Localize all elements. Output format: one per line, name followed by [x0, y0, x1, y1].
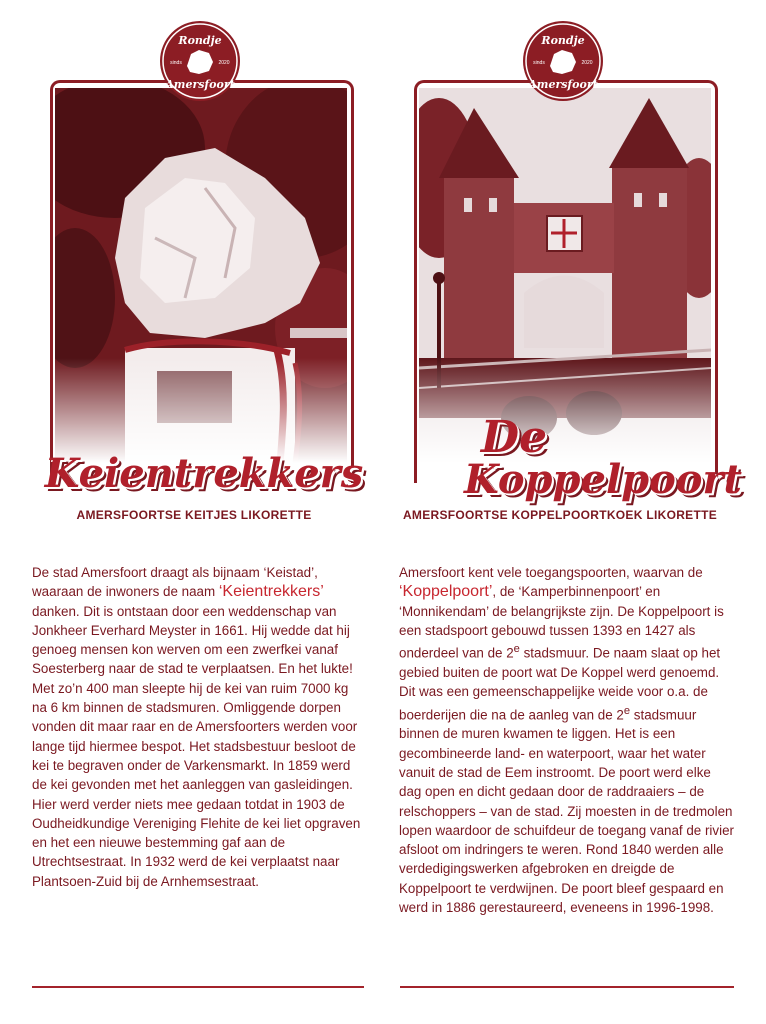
- gate-photo: [419, 88, 711, 463]
- card-subtitle: AMERSFOORTSE KOPPELPOORTKOEK LIKORETTE: [402, 508, 718, 522]
- card-title-line1: De: [480, 412, 548, 463]
- badge-year: 2020: [218, 60, 230, 66]
- rondje-amersfoort-logo: [522, 20, 604, 102]
- body-part: , de ‘Kamperbinnenpoort’ en ‘Monnikendam’ de belangrijkste zijn. De Koppelpoort is een stadspoort gebouwd tussen 1393 en 1427 als onderdeel van de 2: [399, 584, 724, 661]
- body-part: danken. Dit is ontstaan door een weddenschap van Jonkheer Everhard Meyster in 1661. Hij wedde dat hij genoeg mensen kon werven om een zwerfkei vanaf Soesterberg naar de stad te verplaatsen. En het lukte! Met zo’n 400 man sleepte hij de kei van ruim 7000 kg na 6 km binnen de stadsmuren. Omliggende dorpen vonden dit maar raar en de Amersfoorters werden voor lange tijd hiermee bespot. Het stadsbestuur besloot de kei te begraven onder de Varkensmarkt. In 1859 werd de kei gevonden met het aanleggen van gasleidingen. Hier werd verder niets mee gedaan totdat in 1903 de Oudheidkundige Vereniging Flehite de kei liet opgraven en het een nieuwe bestemming gaf aan de Utrechtsestraat. In 1932 werd de kei verplaatst naar Plantsoen-Zuid bij de Arnhemsestraat.: [32, 603, 361, 889]
- body-part: stadsmuur. De naam slaat op het gebied buiten de poort wat De Koppel werd genoemd. Dit was een gemeenschappelijke weide voor o.a. de boerderijen die na de aanleg van de 2: [399, 645, 721, 723]
- boulder-photo: [55, 88, 347, 463]
- badge-bottom-text: Amersfoort: [528, 78, 598, 91]
- card-title-line2: Koppelpoort: [463, 456, 743, 503]
- badge-top-text: Rondje: [541, 34, 585, 47]
- badge-since: sinds: [533, 60, 545, 66]
- badge-since: sinds: [170, 60, 182, 66]
- body-part: De stad Amersfoort draagt als bijnaam ‘Keistad’, waaraan de inwoners de naam: [32, 565, 318, 600]
- body-part: Amersfoort kent vele toegangspoorten, waarvan de: [399, 565, 703, 580]
- body-highlight: ‘Koppelpoort’: [399, 583, 493, 601]
- card-body: [399, 563, 734, 917]
- divider: [32, 986, 364, 988]
- superscript: e: [623, 704, 631, 717]
- badge-top-text: Rondje: [178, 34, 222, 47]
- body-part: stadsmuur binnen de muren kwamen te liggen. Het is een gecombineerde land- en waterpoort, waar het water vanuit de stad de Eem instroomt. De poort werd elke dag open en dicht gedaan door de raddraaiers – de relschoppers – van de stad. Zij moesten in de tredmolen lopen waardoor de schuifdeur de toegang vanaf de rivier afsloot om indringers te weren. Rond 1840 werden alle verdedigingswerken afgebroken en dreigde de Koppelpoort te verdwijnen. De poort bleef gespaard en werd in 1886 gerestaureerd, eveneens in 1996-1998.: [399, 707, 734, 915]
- card-body: [32, 563, 362, 891]
- card-title: Keientrekkers: [44, 450, 364, 497]
- body-highlight: ‘Keientrekkers’: [218, 583, 324, 601]
- divider: [400, 986, 734, 988]
- superscript: e: [513, 643, 520, 656]
- card-subtitle: AMERSFOORTSE KEITJES LIKORETTE: [76, 508, 312, 522]
- badge-bottom-text: Amersfoort: [165, 78, 235, 91]
- badge-year: 2020: [581, 60, 593, 66]
- rondje-amersfoort-logo: [159, 20, 241, 102]
